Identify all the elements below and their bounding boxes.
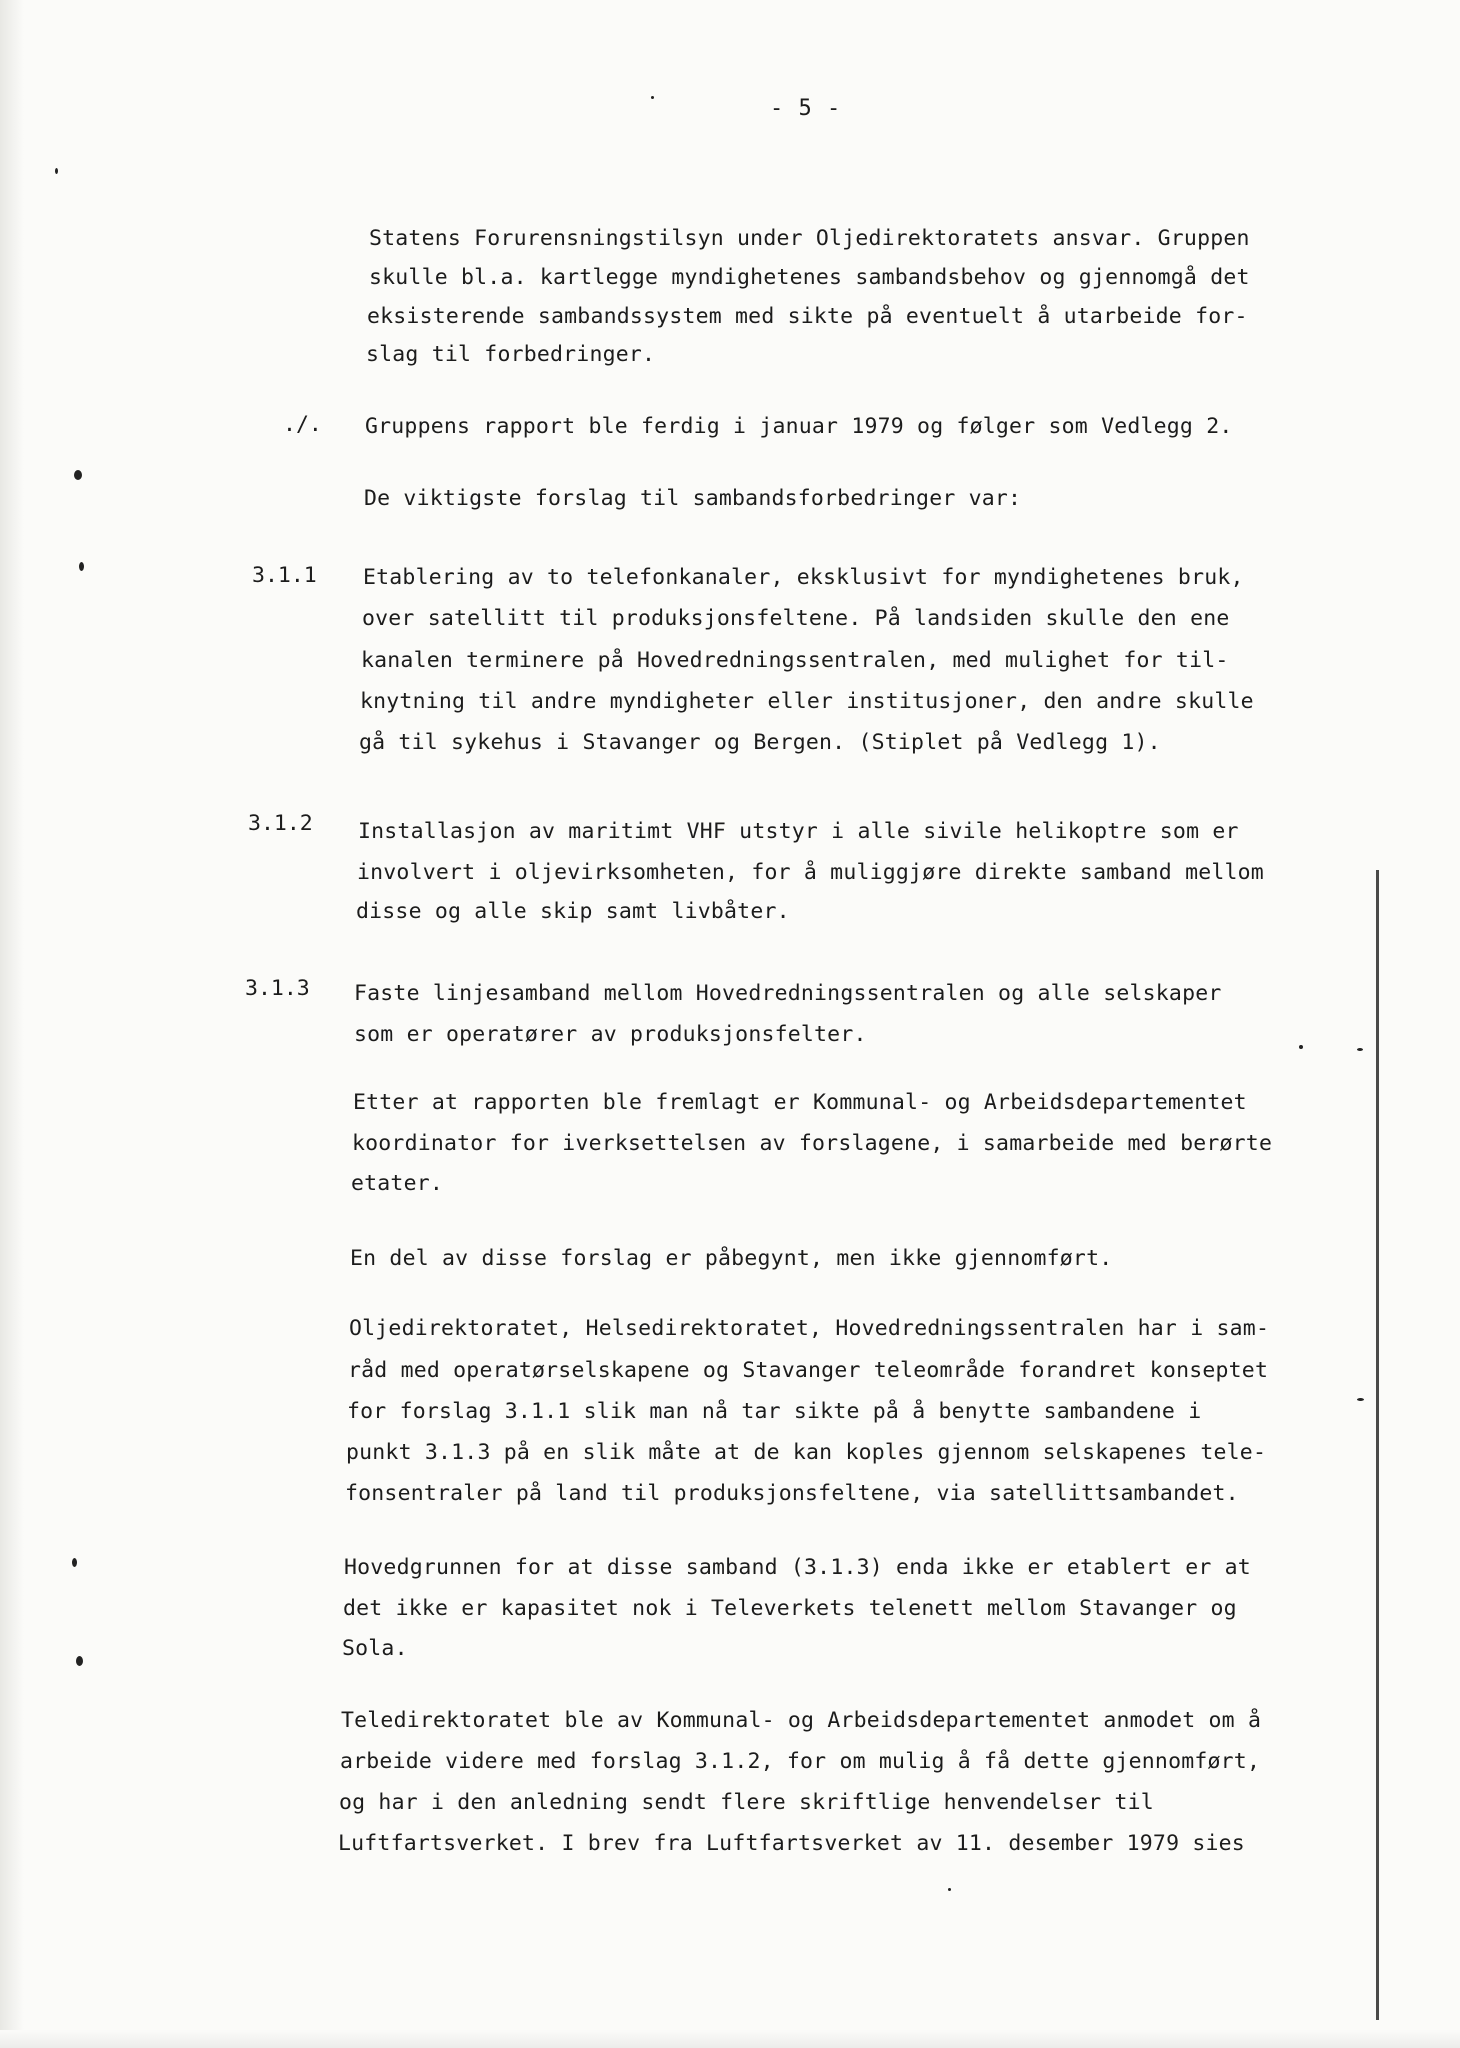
paragraph-line: og har i den anledning sendt flere skriftlige henvendelser til — [339, 1790, 1154, 1815]
scan-speck — [651, 96, 654, 99]
item-number: 3.1.1 — [252, 563, 317, 588]
scan-speck — [1357, 1398, 1364, 1401]
scan-bottom-shadow — [0, 2030, 1460, 2048]
paragraph-line: Hovedgrunnen for at disse samband (3.1.3) enda ikke er etablert er at — [344, 1555, 1251, 1580]
scan-edge-shadow — [0, 0, 24, 2048]
scan-speck — [55, 168, 58, 174]
paragraph-line: det ikke er kapasitet nok i Televerkets telenett mellom Stavanger og — [343, 1596, 1237, 1621]
punch-mark — [72, 1558, 77, 1567]
item-line: gå til sykehus i Stavanger og Bergen. (Stiplet på Vedlegg 1). — [359, 730, 1161, 755]
paragraph-line: for forslag 3.1.1 slik man nå tar sikte på å benytte sambandene i — [347, 1399, 1202, 1424]
punch-mark — [79, 562, 84, 571]
item-line: Etablering av to telefonkanaler, eksklusivt for myndighetenes bruk, — [363, 565, 1244, 590]
scan-speck — [1299, 1045, 1303, 1049]
item-line: over satellitt til produksjonsfeltene. På landsiden skulle den ene — [362, 606, 1230, 631]
scan-speck — [948, 1888, 951, 1891]
margin-change-bar — [1376, 870, 1379, 2020]
paragraph-line: Etter at rapporten ble fremlagt er Kommunal- og Arbeidsdepartementet — [353, 1090, 1247, 1115]
item-line: involvert i oljevirksomheten, for å muliggjøre direkte samband mellom — [357, 860, 1264, 885]
item-line: kanalen terminere på Hovedredningssentralen, med mulighet for til- — [361, 648, 1229, 673]
proposals-intro: De viktigste forslag til sambandsforbedringer var: — [364, 486, 1022, 511]
intro-line: slag til forbedringer. — [366, 342, 656, 367]
paragraph-line: Teledirektoratet ble av Kommunal- og Arbeidsdepartementet anmodet om å — [341, 1708, 1262, 1733]
punch-mark — [76, 1656, 83, 1666]
item-line: Installasjon av maritimt VHF utstyr i alle sivile helikoptre som er — [358, 819, 1239, 844]
item-line: Faste linjesamband mellom Hovedredningssentralen og alle selskaper — [354, 981, 1222, 1006]
paragraph-line: Oljedirektoratet, Helsedirektoratet, Hovedredningssentralen har i sam- — [349, 1316, 1270, 1341]
item-number: 3.1.3 — [245, 976, 310, 1001]
paragraph-line: En del av disse forslag er påbegynt, men ikke gjennomført. — [350, 1246, 1113, 1271]
item-line: disse og alle skip samt livbåter. — [356, 899, 790, 924]
paragraph-line: Luftfartsverket. I brev fra Luftfartsverket av 11. desember 1979 sies — [338, 1831, 1245, 1856]
paragraph-line: råd med operatørselskapene og Stavanger teleområde forandret konseptet — [348, 1358, 1269, 1383]
paragraph-line: Sola. — [342, 1636, 408, 1661]
paragraph-line: punkt 3.1.3 på en slik måte at de kan koples gjennom selskapenes tele- — [346, 1440, 1267, 1465]
page-number: - 5 - — [770, 96, 842, 121]
paragraph-line: etater. — [351, 1171, 444, 1196]
item-line: som er operatører av produksjonsfelter. — [354, 1022, 867, 1047]
item-line: knytning til andre myndigheter eller institusjoner, den andre skulle — [360, 689, 1254, 714]
paragraph-line: fonsentraler på land til produksjonsfeltene, via satellittsambandet. — [345, 1481, 1239, 1506]
intro-line: eksisterende sambandssystem med sikte på eventuelt å utarbeide for- — [367, 304, 1248, 329]
intro-line: skulle bl.a. kartlegge myndighetenes sambandsbehov og gjennomgå det — [369, 265, 1250, 290]
scan-speck — [1357, 1048, 1363, 1051]
paragraph-line: koordinator for iverksettelsen av forslagene, i samarbeide med berørte — [352, 1131, 1273, 1156]
paragraph-line: arbeide videre med forslag 3.1.2, for om mulig å få dette gjennomført, — [340, 1749, 1261, 1774]
intro-line: Statens Forurensningstilsyn under Oljedirektoratets ansvar. Gruppen — [369, 226, 1250, 251]
punch-mark — [74, 470, 82, 480]
report-line: Gruppens rapport ble ferdig i januar 1979 og følger som Vedlegg 2. — [365, 414, 1233, 439]
item-number: 3.1.2 — [248, 811, 313, 836]
enclosure-mark: ./. — [283, 412, 322, 437]
